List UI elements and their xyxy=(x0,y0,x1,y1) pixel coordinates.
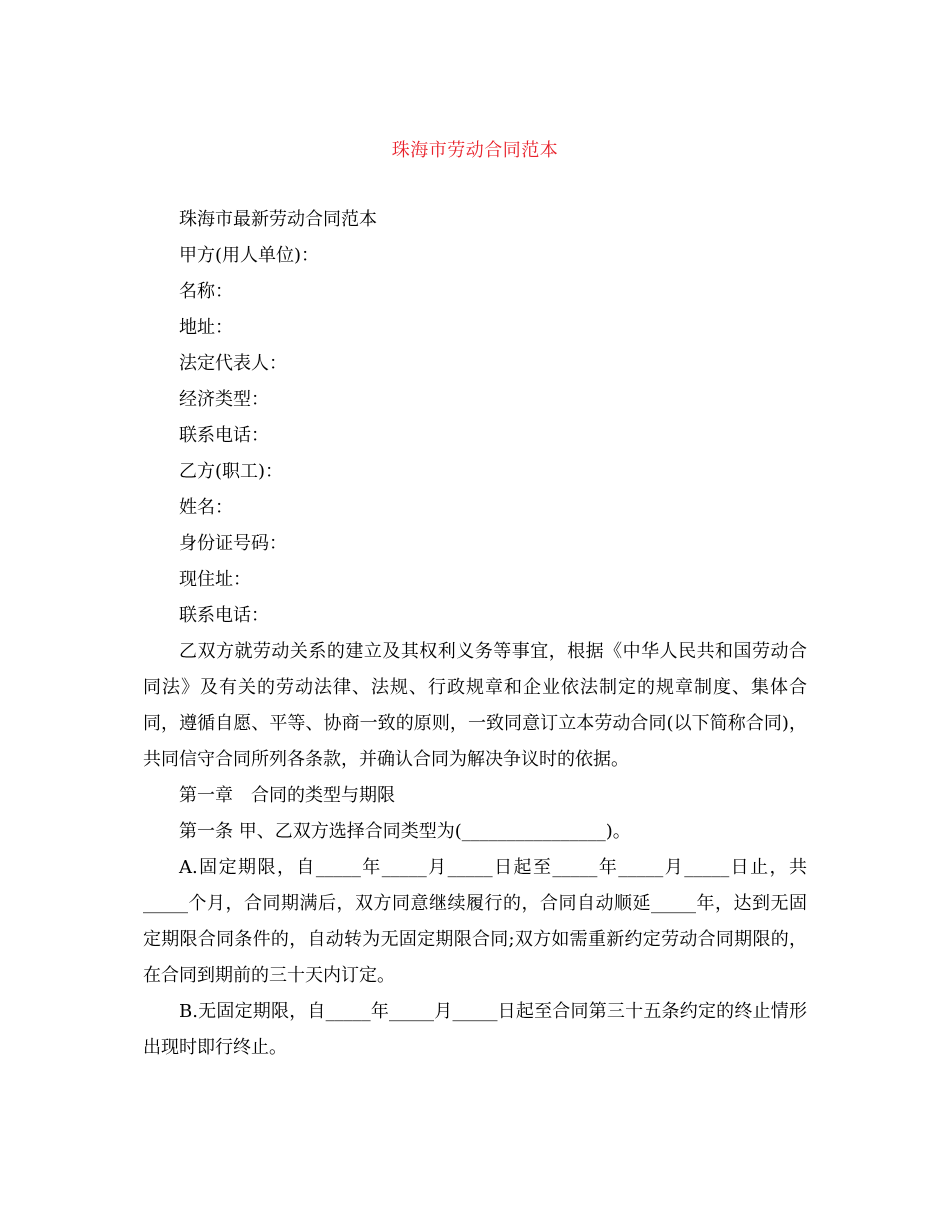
clause-a: A.固定期限，自_____年_____月_____日起至_____年_____月_____日止，共_____个月，合同期满后，双方同意继续履行的，合同自动顺延_____年，达到无固定期限合同条件的，自动转为无固定期限合同;双方如需重新约定劳动合同期限的，在合同到期前的三十天内订定。 xyxy=(143,857,807,986)
party-a-name-field: 名称： xyxy=(179,281,233,302)
party-a-phone-field: 联系电话： xyxy=(179,425,269,446)
clause-b: B.无固定期限，自_____年_____月_____日起至合同第三十五条约定的终止情形出现时即行终止。 xyxy=(143,1001,807,1058)
party-b-name-field: 姓名： xyxy=(179,497,233,518)
party-a-heading: 甲方(用人单位)： xyxy=(179,245,320,266)
party-b-address-field: 现住址： xyxy=(179,569,251,590)
document-title: 珠海市劳动合同范本 xyxy=(391,140,559,161)
intro-paragraph: 乙双方就劳动关系的建立及其权利义务等事宜，根据《中华人民共和国劳动合同法》及有关的劳动法律、法规、行政规章和企业依法制定的规章制度、集体合同，遵循自愿、平等、协商一致的原则，一致同意订立本劳动合同(以下简称合同)，共同信守合同所列各条款，并确认合同为解决争议时的依据。 xyxy=(143,641,807,770)
document-body xyxy=(143,202,807,1066)
chapter-heading: 第一章 合同的类型与期限 xyxy=(179,785,395,806)
party-a-address-field: 地址： xyxy=(179,317,233,338)
party-b-id-field: 身份证号码： xyxy=(179,533,287,554)
article-1: 第一条 甲、乙双方选择合同类型为(________________)。 xyxy=(179,821,631,842)
subtitle-line: 珠海市最新劳动合同范本 xyxy=(179,209,377,230)
party-a-economy-type-field: 经济类型： xyxy=(179,389,269,410)
party-b-phone-field: 联系电话： xyxy=(179,605,269,626)
party-b-heading: 乙方(职工)： xyxy=(179,461,284,482)
party-a-legal-rep-field: 法定代表人： xyxy=(179,353,287,374)
